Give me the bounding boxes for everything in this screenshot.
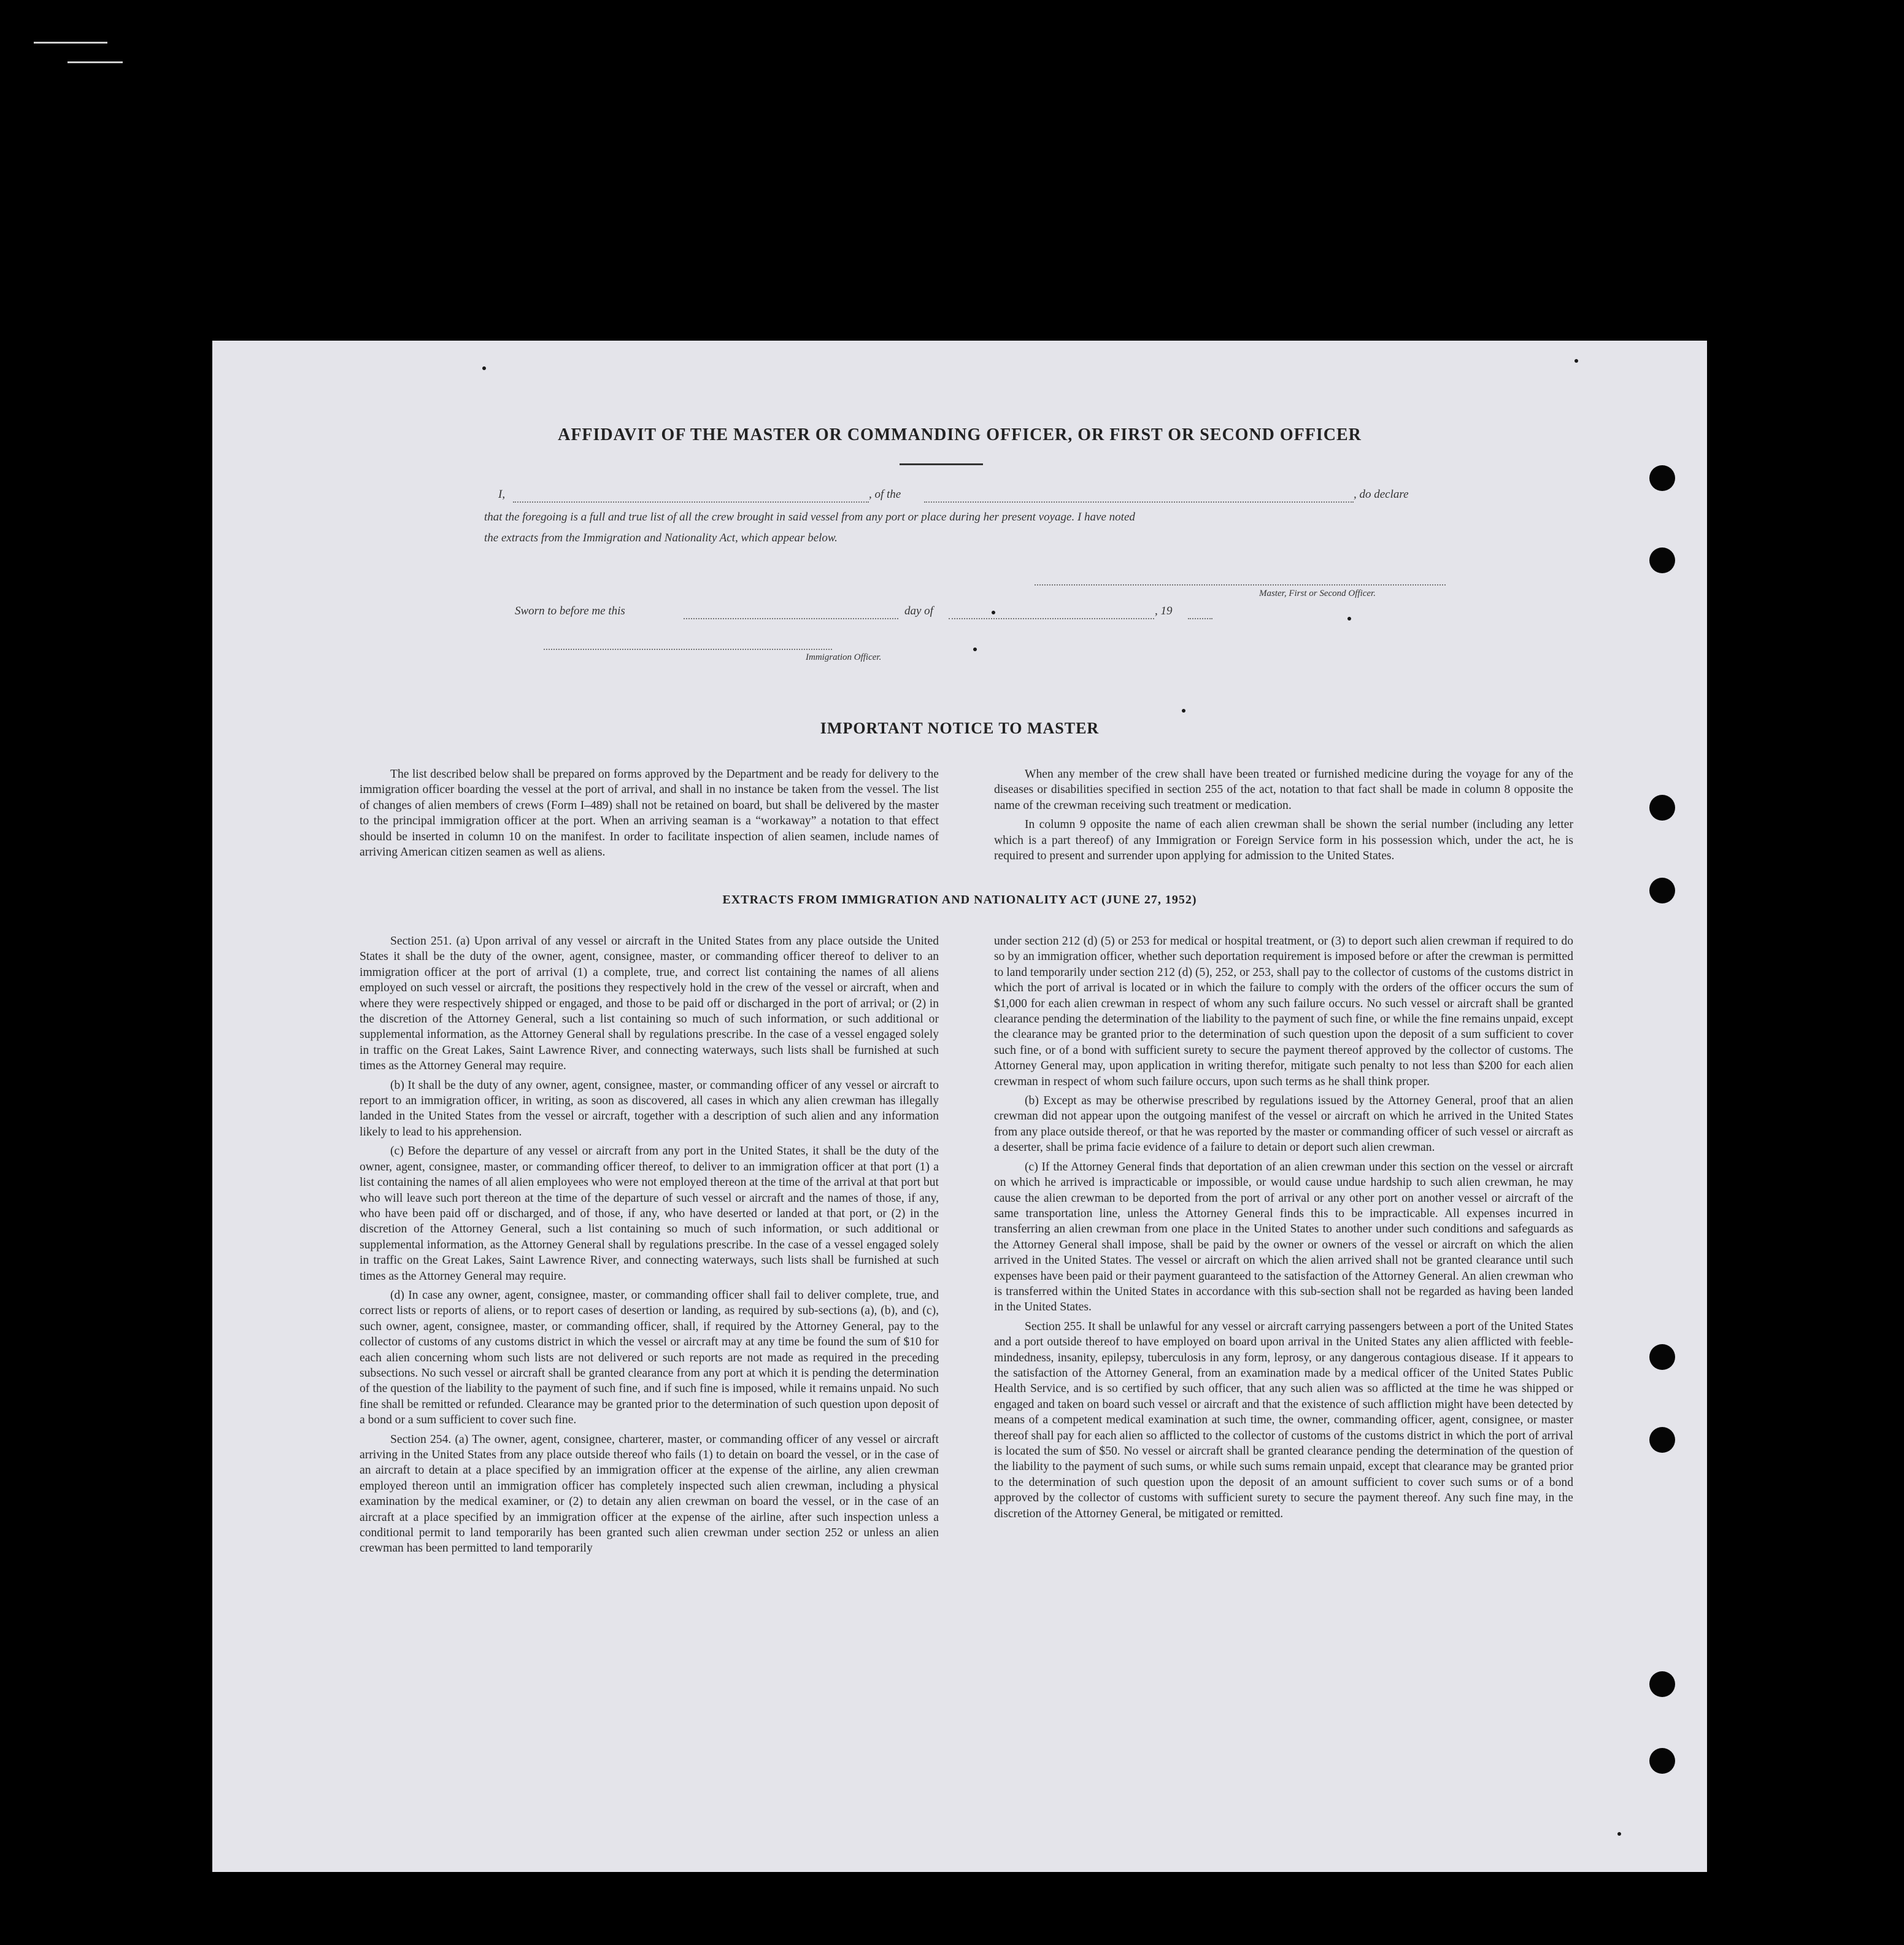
sworn-month-field[interactable] (949, 618, 1154, 619)
notice-title: IMPORTANT NOTICE TO MASTER (820, 719, 1100, 737)
sworn-label: Sworn to before me this (515, 605, 625, 617)
day-of-label: day of (904, 605, 933, 617)
document-sheet (212, 341, 1707, 1872)
speck (1347, 617, 1351, 621)
notice-right-paragraph-2: In column 9 opposite the name of each alien crewman shall be shown the serial number (including any letter which is a part thereof) of any Immigration or Foreign Service form in his possession which, under the act, he is required to present and surrender upon applying for admission to the United States. (994, 818, 1573, 863)
punch-hole (1649, 1344, 1675, 1370)
officer-signature-label: Immigration Officer. (806, 652, 882, 662)
scan-scrap (34, 42, 107, 44)
punch-hole (1649, 1671, 1675, 1697)
section-251-c: (c) Before the departure of any vessel or aircraft from any port in the United States, it shall be the duty of the owner, agent, consignee, master, or commanding officer thereof, to deliver to an immigration officer at that port (1) a list containing the names of all alien employees who were not employed thereon at the time of the arrival at that port but who will leave such port thereon at the time of the departure of such vessel or aircraft and the names of those, if any, who have been paid off or discharged, and of those, if any, who have deserted or landed at that port, or (2) in the discretion of the Attorney General, such a list containing so much of such information, or such additional or supplemental information, as the Attorney General shall by regulations prescribe. In the case of a vessel engaged solely in traffic on the Great Lakes, Saint Lawrence River, and connecting waterways, such lists shall be furnished at such times as the Attorney General may require. (360, 1145, 939, 1283)
speck (482, 366, 486, 370)
punch-hole (1649, 795, 1675, 821)
speck (1574, 359, 1578, 363)
declarant-name-field[interactable] (513, 501, 869, 503)
master-signature-label: Master, First or Second Officer. (1259, 589, 1376, 598)
extracts-right-column (994, 934, 1573, 1525)
title-rule (900, 463, 983, 465)
speck (992, 611, 995, 614)
section-254-a: Section 254. (a) The owner, agent, consignee, charterer, master, or commanding officer of any vessel or aircraft arriving in the United States from any place outside thereof who fails (1) to detain on board the vessel, or in the case of an aircraft to detain at a place specified by an immigration officer at the expense of the airline, any alien crewman employed thereon until an immigration officer has completely inspected such alien crewman, including a physical examination by the medical examiner, or (2) to detain any alien crewman on board the vessel, or in the case of an aircraft at a place specified by an immigration officer at the expense of the airline, after such inspection unless a conditional permit to land temporarily has been granted such alien crewman under section 252 or unless an alien crewman has been permitted to land temporarily (360, 1433, 939, 1555)
statement-line-1: that the foregoing is a full and true list of all the crew brought in said vessel from any port or place during her present voyage. I have noted (484, 511, 1135, 524)
master-signature-line[interactable] (1035, 584, 1446, 586)
statement-line-2: the extracts from the Immigration and Nationality Act, which appear below. (484, 532, 838, 544)
do-declare-label: , do declare (1354, 488, 1409, 501)
sworn-year-field[interactable] (1188, 618, 1212, 619)
speck (1182, 709, 1185, 713)
officer-signature-line[interactable] (544, 649, 832, 650)
vessel-name-field[interactable] (924, 501, 1354, 503)
of-the-label: , of the (869, 488, 901, 501)
section-254-c: (c) If the Attorney General finds that deportation of an alien crewman under this section on the vessel or aircraft on which he arrived is impracticable or impossible, or would cause undue hardship to such alien crewman, he may cause the alien crewman to be deported from the port of arrival or any other port on another vessel or aircraft of the same transportation line, unless the Attorney General finds this to be impracticable. All expenses incurred in transferring an alien crewman from one place in the United States to another under such conditions and safeguards as the Attorney General shall impose, shall be paid by the owner or owners of the vessel or aircraft on which the alien arrived in the United States. The vessel or aircraft on which the alien arrived shall not be granted clearance until such expenses have been paid or their payment guaranteed to the satisfaction of the Attorney General. An alien crewman who is transferred within the United States in accordance with this sub-section shall not be regarded as having been landed in the United States. (994, 1160, 1573, 1314)
sworn-day-field[interactable] (684, 618, 898, 619)
extracts-title: EXTRACTS FROM IMMIGRATION AND NATIONALITY ACT (JUNE 27, 1952) (722, 893, 1197, 907)
scan-scrap (67, 61, 123, 63)
notice-left-column (360, 767, 939, 864)
year-label: , 19 (1155, 605, 1173, 617)
section-251-d: (d) In case any owner, agent, consignee, master, or commanding officer shall fail to deliver complete, true, and correct lists or reports of aliens, or to report cases of desertion or landing, as required by sub-sections (a), (b), and (c), such owner, agent, consignee, master, or commanding officer, shall, if required by the Attorney General, pay to the collector of customs of any customs district in which the vessel or aircraft may at any time be found the sum of $10 for each alien concerning whom such lists are not delivered or such reports are not made as required in the preceding subsections. No such vessel or aircraft shall be granted clearance from any port at which it is pending the determination of the question of the liability to the payment of such fine, and if such fine is imposed, while it remains unpaid. No such fine shall be remitted or refunded. Clearance may be granted prior to the determination of such question upon deposit of a bond or a sum sufficient to cover such fine. (360, 1288, 939, 1427)
notice-left-paragraph: The list described below shall be prepared on forms approved by the Department and be ready for delivery to the immigration officer boarding the vessel at the port of arrival, and shall in no instance be taken from the vessel. The list of changes of alien members of crews (Form I–489) shall not be retained on board, but shall be delivered by the master to the principal immigration officer at the port. When an arriving seaman is a “workaway” a notation to that effect should be inserted in column 10 on the manifest. In order to facilitate inspection of alien seamen, include names of arriving American citizen seamen as well as aliens. (360, 768, 939, 859)
punch-hole (1649, 878, 1675, 903)
speck (1617, 1832, 1621, 1836)
notice-right-paragraph-1: When any member of the crew shall have been treated or furnished medicine during the voyage for any of the diseases or disabilities specified in section 255 of the act, notation to that fact shall be made in column 8 opposite the name of the crewman receiving such treatment or medication. (994, 768, 1573, 812)
declarant-label: I, (498, 488, 506, 501)
section-251-a: Section 251. (a) Upon arrival of any vessel or aircraft in the United States from any place outside the United States it shall be the duty of the owner, agent, consignee, master, or commanding officer thereof to deliver to an immigration officer at the port of arrival (1) a complete, true, and correct list containing the names of all aliens employed on such vessel or aircraft, the positions they respectively hold in the crew of the vessel or aircraft, when and where they were respectively shipped or engaged, and those to be paid off or discharged in the port of arrival; or (2) in the discretion of the Attorney General, such a list containing so much of such information, or such additional or supplemental information, as the Attorney General shall by regulations prescribe. In the case of a vessel engaged solely in traffic on the Great Lakes, Saint Lawrence River, and connecting waterways, such lists shall be furnished at such times as the Attorney General may require. (360, 935, 939, 1073)
punch-hole (1649, 465, 1675, 491)
punch-hole (1649, 1748, 1675, 1774)
section-251-b: (b) It shall be the duty of any owner, agent, consignee, master, or commanding officer of any vessel or aircraft to report to an immigration officer, in writing, as soon as discovered, all cases in which any alien crewman has illegally landed in the United States from the vessel or aircraft, together with a description of such alien and any information likely to lead to his apprehension. (360, 1078, 939, 1139)
affidavit-title: AFFIDAVIT OF THE MASTER OR COMMANDING OFFICER, OR FIRST OR SECOND OFFICER (558, 425, 1362, 444)
speck (973, 648, 977, 651)
notice-right-column (994, 767, 1573, 867)
section-255: Section 255. It shall be unlawful for any vessel or aircraft carrying passengers between a port of the United States and a port outside thereof to have employed on board upon arrival in the United States any alien afflicted with feeble-mindedness, insanity, epilepsy, tuberculosis in any form, leprosy, or any dangerous contagious disease. If it appears to the satisfaction of the Attorney General, from an examination made by a medical officer of the United States Public Health Service, and is so certified by such officer, that any such alien was so afflicted at the time he was shipped or engaged and taken on board such vessel or aircraft and that the existence of such affliction might have been detected by means of a competent medical examination at such time, the owner, commanding officer, agent, consignee, or master thereof shall pay for each alien so afflicted to the collector of customs of the customs district in which the port of arrival is located the sum of $50. No vessel or aircraft shall be granted clearance pending the determination of the question of the liability to the payment of such sums, or while such sums remain unpaid, except that clearance may be granted prior to the determination of such question upon the deposit of an amount sufficient to cover such sums or of a bond approved by the collector of customs with sufficient surety to secure the payment thereof. Any such fine may, in the discretion of the Attorney General, be mitigated or remitted. (994, 1320, 1573, 1520)
section-254-a-continued: under section 212 (d) (5) or 253 for medical or hospital treatment, or (3) to deport such alien crewman if required to do so by an immigration officer, whether such deportation requirement is imposed before or after the crewman is permitted to land temporarily under section 212 (d) (5), 252, or 253, shall pay to the collector of customs of the customs district in which the port of arrival is located or in which the failure to comply with the orders of the officer occurs the sum of $1,000 for each alien crewman in respect of whom any such failure occurs. No such vessel or aircraft shall be granted clearance pending the determination of the liability to the payment of such fine, or while the fine remains unpaid, except the clearance may be granted prior to the determination of such question upon the deposit of a sum sufficient to cover such fine, or of a bond with sufficient surety to secure the payment thereof approved by the collector of customs. The Attorney General may, upon application in writing therefor, mitigate such penalty to not less than $200 for each alien crewman in respect of whom such failure occurs, upon such terms as he shall think proper. (994, 935, 1573, 1088)
section-254-b: (b) Except as may be otherwise prescribed by regulations issued by the Attorney General, proof that an alien crewman did not appear upon the outgoing manifest of the vessel or aircraft on which he arrived in the United States from any place outside thereof, or that he was reported by the master or commanding officer of such vessel or aircraft as a deserter, shall be prima facie evidence of a failure to detain or deport such alien crewman. (994, 1094, 1573, 1154)
punch-hole (1649, 1427, 1675, 1453)
extracts-left-column (360, 934, 939, 1560)
punch-hole (1649, 547, 1675, 573)
